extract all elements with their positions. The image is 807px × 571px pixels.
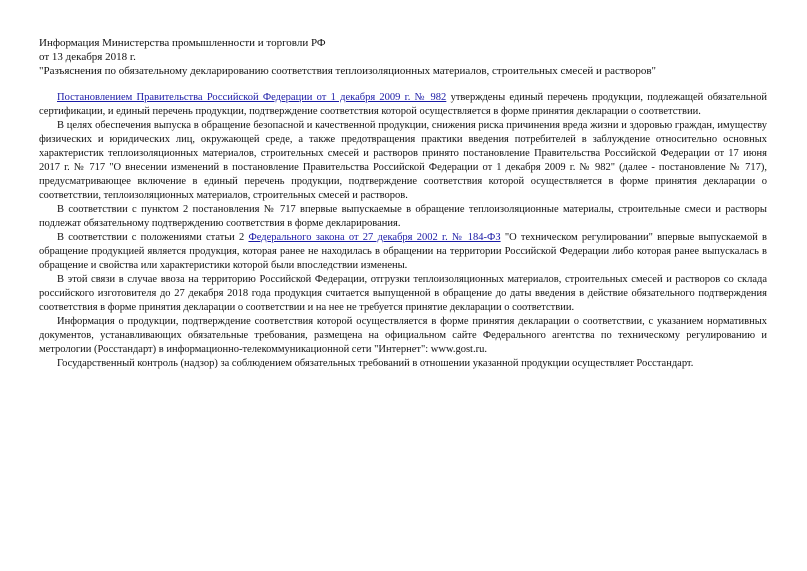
decree-982-link[interactable]: Постановлением Правительства Российской Федерации от 1 декабря 2009 г. № 982: [57, 92, 447, 103]
paragraph-7: Государственный контроль (надзор) за соблюдением обязательных требований в отношении указанной продукции осуществляет Росстандарт.: [57, 358, 694, 369]
document-page: [39, 36, 767, 371]
document-title: "Разъяснения по обязательному декларированию соответствия теплоизоляционных материалов, строительных смесей и растворов": [39, 65, 657, 77]
header-date: от 13 декабря 2018 г.: [39, 51, 136, 63]
paragraph-5: В этой связи в случае ввоза на территорию Российской Федерации, отгрузки теплоизоляционных материалов, строительных смесей и растворов со склада российского изготовителя до 27 декабря 2018 года продукция считается выпущенной в обращение до даты введения в действие обязательного подтверждения соответствия в форме принятия декларации о соответствии и на нее не требуется принятие декларации о соответствии.: [39, 274, 767, 313]
document-body: [39, 91, 767, 371]
federal-law-184-link[interactable]: Федерального закона от 27 декабря 2002 г. № 184-ФЗ: [248, 232, 501, 243]
paragraph-3: В соответствии с пунктом 2 постановления № 717 впервые выпускаемые в обращение теплоизоляционные материалы, строительные смеси и растворы подлежат обязательному подтверждению соответствия в форме декларирования.: [39, 204, 767, 229]
paragraph-6: Информация о продукции, подтверждение соответствия которой осуществляется в форме принятия декларации о соответствии, с указанием нормативных документов, устанавливающих обязательные требования, размещена на официальном сайте Федерального агентства по техническому регулированию и метрологии (Росстандарт) в информационно-телекоммуникационной сети "Интернет": www.gost.ru.: [39, 316, 767, 355]
paragraph-1-text: утверждены единый перечень продукции, подлежащей обязательной сертификации, и единый перечень продукции, подтверждение соответствия которой осуществляется в форме принятия декларации о соответствии.: [39, 92, 767, 117]
paragraph-2: В целях обеспечения выпуска в обращение безопасной и качественной продукции, снижения риска причинения вреда жизни и здоровью граждан, имуществу физических и юридических лиц, окружающей среде, а также предотвращения практики введения потребителей в заблуждение относительно основных характеристик теплоизоляционных материалов, строительных смесей и растворов принято постановление Правительства Российской Федерации от 17 июня 2017 г. № 717 "О внесении изменений в постановление Правительства Российской Федерации от 1 декабря 2009 г. № 982" (далее - постановление № 717), предусматривающее включение в единый перечень продукции, подтверждение соответствия которой осуществляется в форме принятия декларации о соответствии, теплоизоляционных материалов, строительных смесей и растворов.: [39, 120, 767, 201]
document-header: [39, 36, 767, 78]
paragraph-4: [39, 231, 767, 273]
header-issuer: Информация Министерства промышленности и торговли РФ: [39, 37, 326, 49]
paragraph-4-text: "О техническом регулировании" впервые выпускаемой в обращение продукцией является продукция, которая ранее не находилась в обращении на территории Российской Федерации либо которая ранее выпускалась в обращение и свойства или характеристики которой были впоследствии изменены.: [39, 232, 767, 271]
paragraph-1: [39, 91, 767, 119]
paragraph-4-lead: В соответствии с положениями статьи 2: [57, 232, 249, 243]
